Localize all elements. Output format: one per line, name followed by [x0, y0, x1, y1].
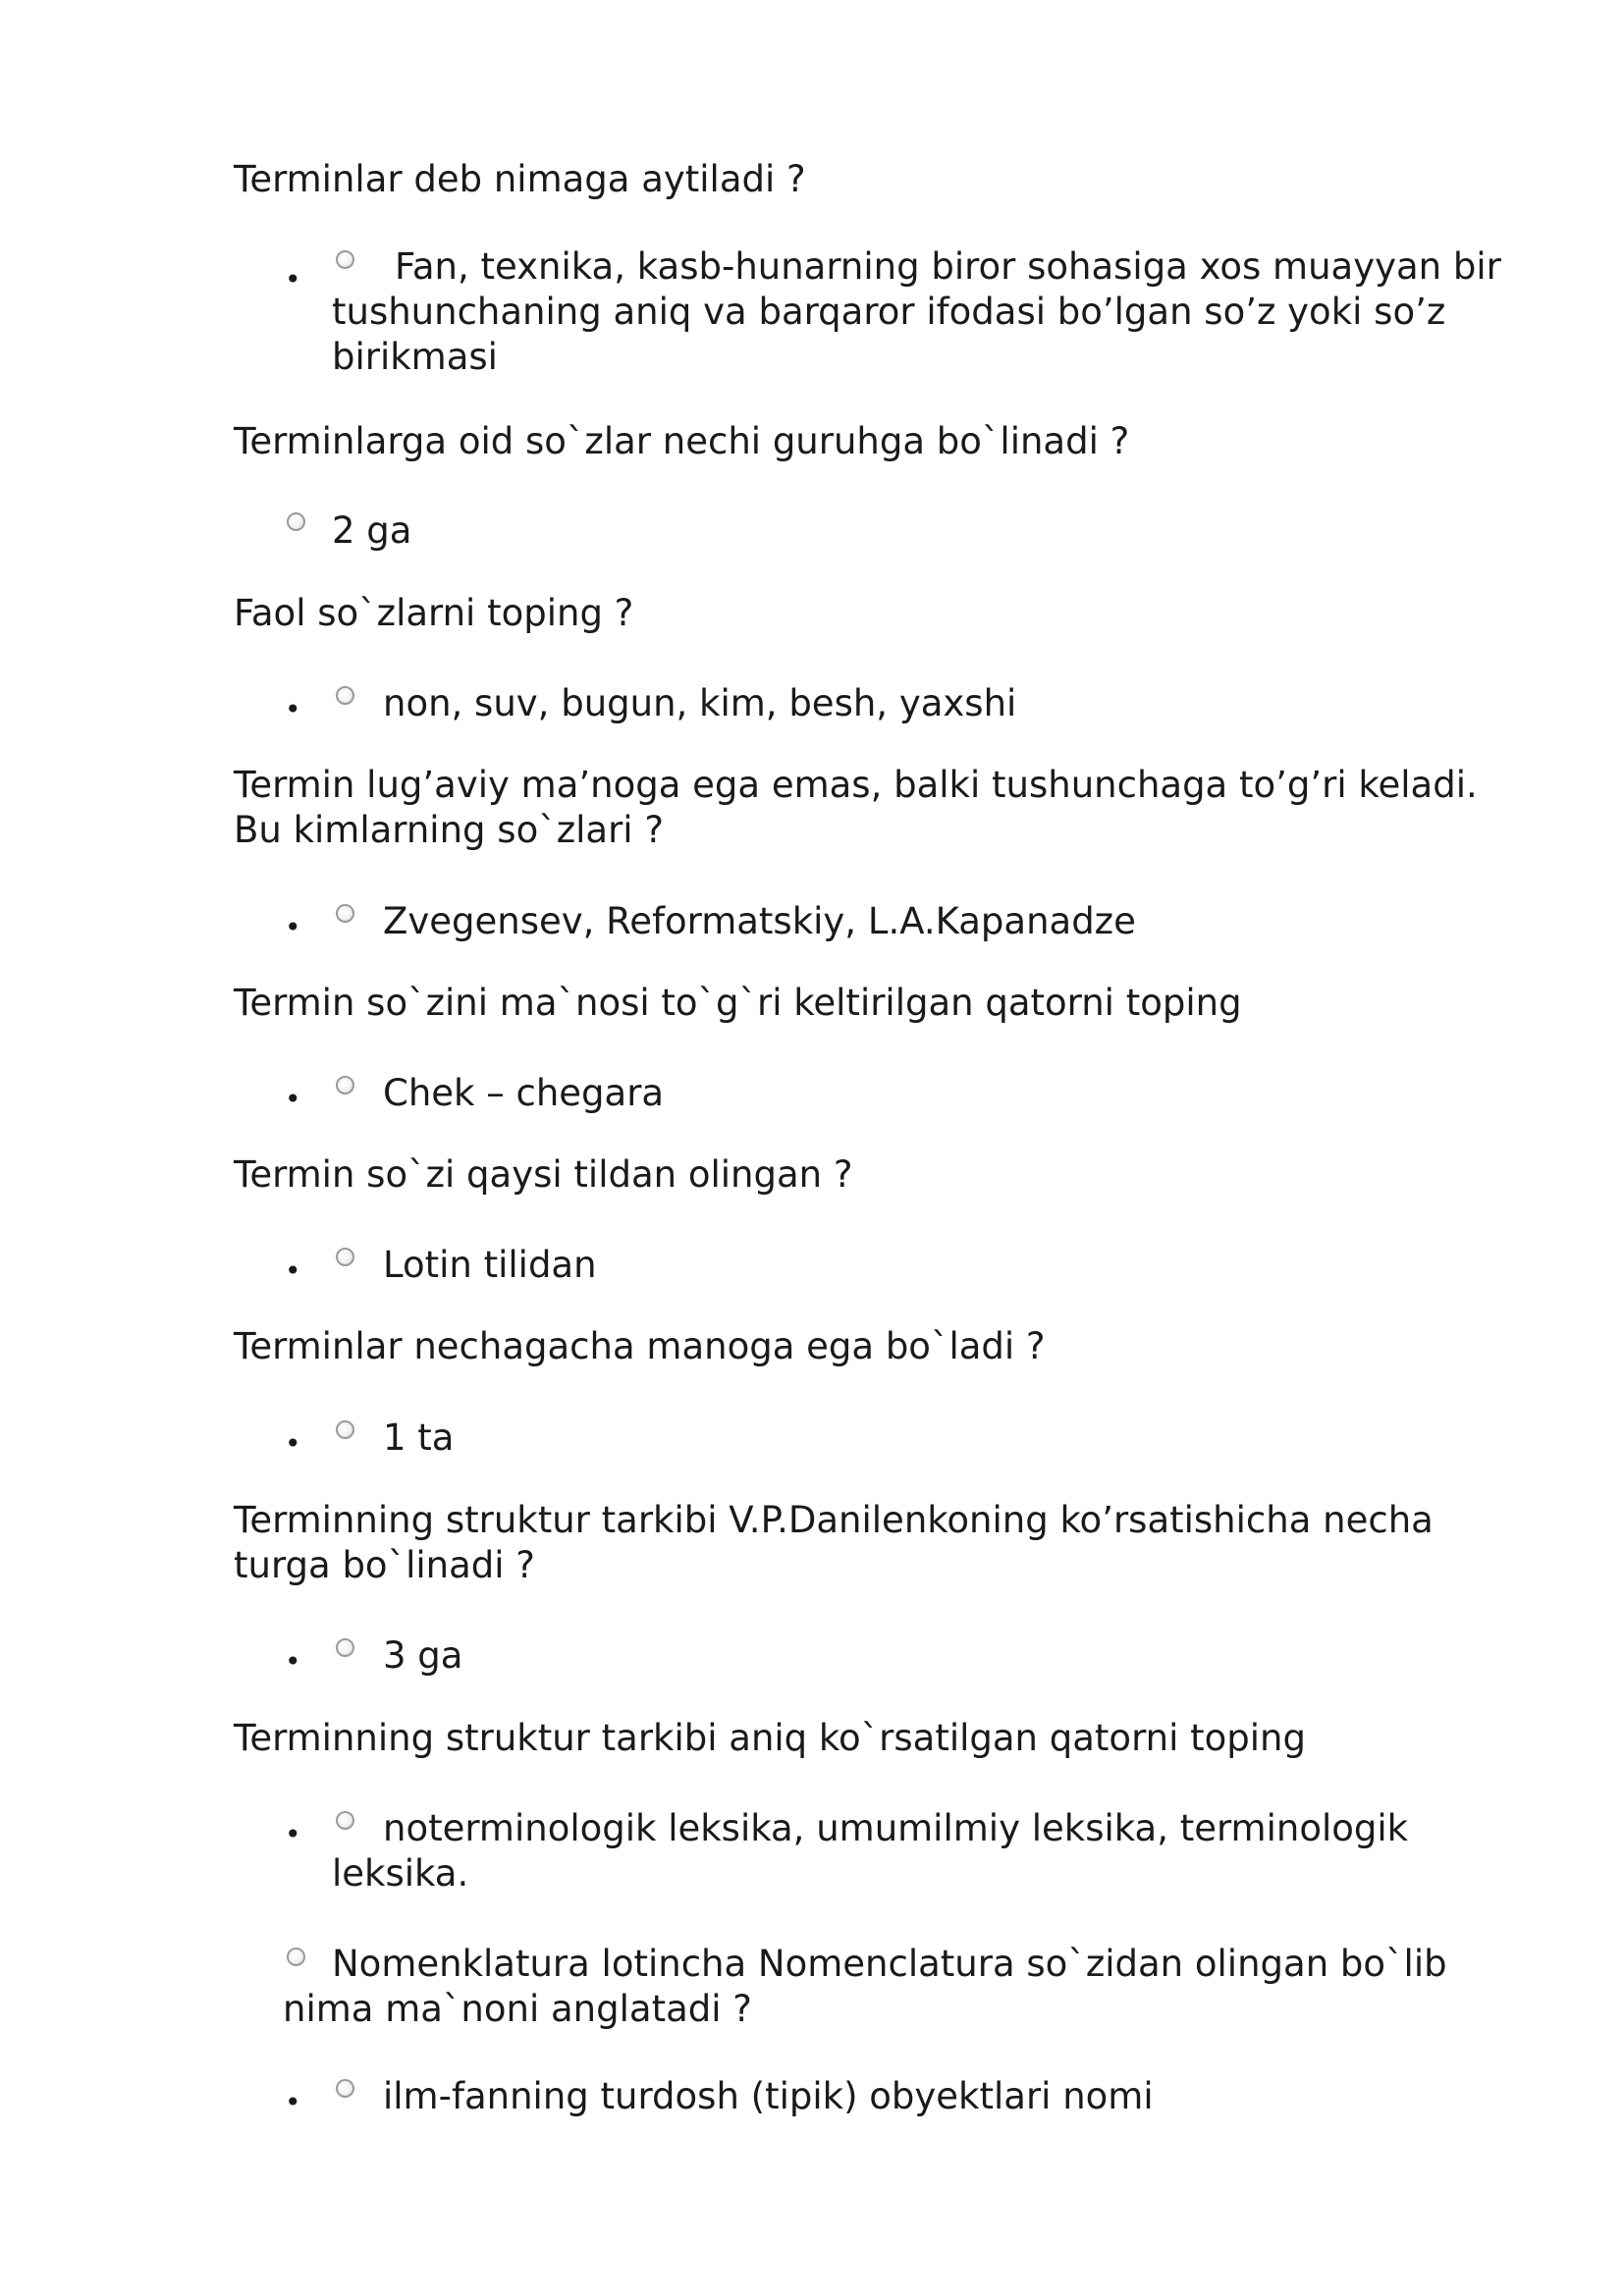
- question-3: Faol so`zlarni toping ?: [234, 592, 634, 634]
- radio-button-icon[interactable]: [287, 512, 305, 531]
- answer-7: 1 ta: [383, 1416, 455, 1459]
- radio-button-icon[interactable]: [336, 1420, 354, 1439]
- answer-3: non, suv, bugun, kim, besh, yaxshi: [383, 682, 1017, 724]
- question-1: Terminlar deb nimaga aytiladi ?: [234, 158, 806, 200]
- bullet: •: [285, 263, 301, 295]
- radio-button-icon[interactable]: [336, 1248, 354, 1266]
- question-4: Termin lug’aviy ma’noga ega emas, balki tushunchaga to’g’ri keladi. Bu kimlarning so`zlari ?: [234, 764, 1478, 851]
- bullet: •: [285, 1818, 301, 1850]
- radio-button-icon[interactable]: [336, 1638, 354, 1657]
- answer-9: noterminologik leksika, umumilmiy leksika, terminologik leksika.: [332, 1807, 1409, 1895]
- bullet: •: [285, 911, 301, 943]
- question-7: Terminlar nechagacha manoga ega bo`ladi ?: [234, 1325, 1046, 1367]
- answer-2: 2 ga: [332, 509, 412, 552]
- radio-button-icon[interactable]: [336, 686, 354, 705]
- answer-4: Zvegensev, Reformatskiy, L.A.Kapanadze: [383, 900, 1136, 942]
- bullet: •: [285, 1645, 301, 1678]
- question-10: Nomenklatura lotincha Nomenclatura so`zidan olingan bo`lib nima ma`noni anglatadi ?: [283, 1943, 1447, 2030]
- bullet: •: [285, 693, 301, 725]
- answer-8: 3 ga: [383, 1634, 463, 1677]
- bullet: •: [285, 2086, 301, 2118]
- answer-10: ilm-fanning turdosh (tipik) obyektlari nomi: [383, 2075, 1154, 2117]
- answer-1: Fan, texnika, kasb-hunarning biror sohasiga xos muayyan bir tushunchaning aniq va barqaror ifodasi bo’lgan so’z yoki so’z birikmasi: [332, 245, 1501, 378]
- radio-button-icon[interactable]: [336, 904, 354, 923]
- question-6: Termin so`zi qaysi tildan olingan ?: [234, 1153, 853, 1196]
- question-8: Terminning struktur tarkibi V.P.Danilenkoning ko’rsatishicha necha turga bo`linadi ?: [234, 1499, 1434, 1586]
- answer-5: Chek – chegara: [383, 1072, 665, 1114]
- answer-6: Lotin tilidan: [383, 1244, 597, 1286]
- bullet: •: [285, 1255, 301, 1287]
- question-5: Termin so`zini ma`nosi to`g`ri keltirilgan qatorni toping: [234, 982, 1242, 1024]
- question-9: Terminning struktur tarkibi aniq ko`rsatilgan qatorni toping: [234, 1717, 1306, 1759]
- bullet: •: [285, 1083, 301, 1115]
- question-2: Terminlarga oid so`zlar nechi guruhga bo`linadi ?: [234, 420, 1130, 462]
- radio-button-icon[interactable]: [336, 1076, 354, 1095]
- radio-button-icon[interactable]: [336, 2079, 354, 2098]
- bullet: •: [285, 1427, 301, 1460]
